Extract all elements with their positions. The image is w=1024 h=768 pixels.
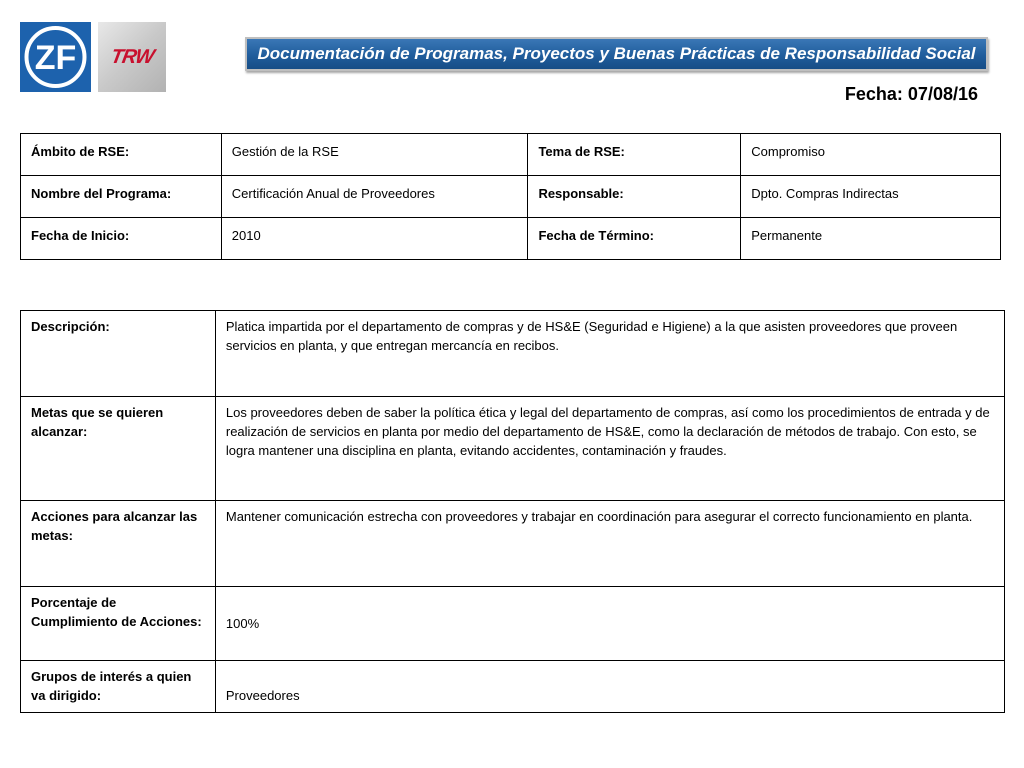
label-responsable: Responsable: [528,176,741,218]
program-detail-table [20,310,1005,713]
zf-logo [20,22,91,92]
trw-logo-text: TRW [109,45,156,68]
value-porcentaje: 100% [215,587,1004,661]
label-nombre-programa: Nombre del Programa: [21,176,222,218]
table-row [21,397,1005,501]
page-title: Documentación de Programas, Proyectos y Buenas Prácticas de Responsabilidad Social [257,44,976,63]
label-ambito: Ámbito de RSE: [21,134,222,176]
label-descripcion: Descripción: [21,311,216,397]
label-tema: Tema de RSE: [528,134,741,176]
label-acciones: Acciones para alcanzar las metas: [21,501,216,587]
value-acciones: Mantener comunicación estrecha con proveedores y trabajar en coordinación para asegurar el correcto funcionamiento en planta. [215,501,1004,587]
value-nombre-programa: Certificación Anual de Proveedores [221,176,528,218]
table-row [21,134,1001,176]
value-grupos-interes: Proveedores [215,661,1004,713]
value-responsable: Dpto. Compras Indirectas [741,176,1001,218]
label-fecha-termino: Fecha de Término: [528,218,741,260]
zf-logo-text: ZF [34,39,77,77]
value-ambito: Gestión de la RSE [221,134,528,176]
value-descripcion: Platica impartida por el departamento de compras y de HS&E (Seguridad e Higiene) a la que asisten proveedores que proveen servicios en planta, y que entregan mercancía en recibos. [215,311,1004,397]
table-row [21,218,1001,260]
table-row [21,501,1005,587]
value-metas: Los proveedores deben de saber la política ética y legal del departamento de compras, así como los procedimientos de entrada y de realización de servicios en planta por medio del departamento de HS&E, como la declaración de métodos de trabajo. Con esto, se logra mantener una disciplina en planta, evitando accidentes, contaminación y fraudes. [215,397,1004,501]
document-date: Fecha: 07/08/16 [844,84,978,104]
table-row [21,661,1005,713]
title-banner [245,37,988,71]
table-row [21,587,1005,661]
value-tema: Compromiso [741,134,1001,176]
label-metas: Metas que se quieren alcanzar: [21,397,216,501]
table-row [21,176,1001,218]
trw-logo [98,22,166,92]
label-porcentaje: Porcentaje de Cumplimiento de Acciones: [21,587,216,661]
program-info-table [20,133,1001,260]
label-fecha-inicio: Fecha de Inicio: [21,218,222,260]
value-fecha-termino: Permanente [741,218,1001,260]
label-grupos-interes: Grupos de interés a quien va dirigido: [21,661,216,713]
table-row [21,311,1005,397]
value-fecha-inicio: 2010 [221,218,528,260]
